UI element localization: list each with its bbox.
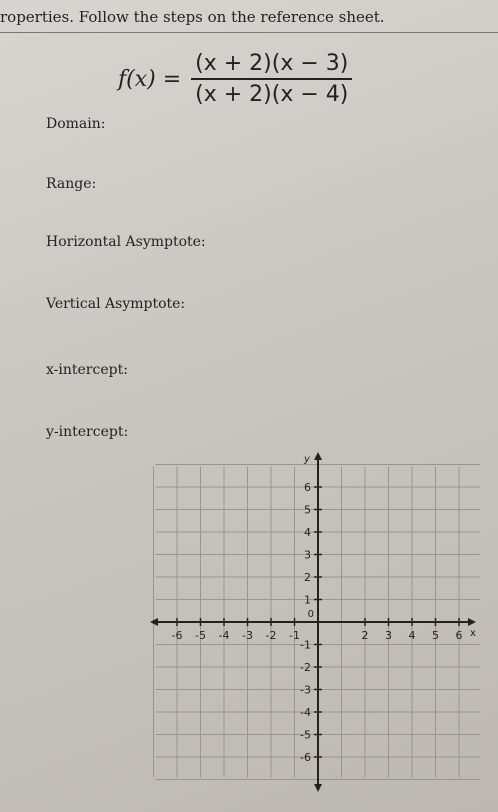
x-tick-label: 5 — [432, 629, 439, 642]
y-tick-label: -4 — [300, 706, 311, 719]
x-tick-label: 4 — [408, 629, 416, 642]
x-tick-label: 3 — [385, 629, 392, 642]
x-tick-label: -2 — [265, 629, 277, 642]
y-tick-label: -2 — [300, 661, 311, 674]
function-lhs: f(x) = — [118, 66, 182, 92]
y-axis-arrow-down — [314, 784, 322, 792]
instructions-header: roperties. Follow the steps on the reference sheet. — [0, 8, 385, 26]
y-tick-label: 3 — [304, 548, 311, 562]
y-tick-label: -6 — [300, 751, 311, 764]
y-tick-label: -1 — [300, 638, 311, 652]
y-axis-arrow-up — [314, 452, 322, 460]
x-intercept-label: x-intercept: — [46, 362, 128, 378]
range-label: Range: — [46, 176, 97, 192]
y-tick-label: 4 — [304, 526, 311, 539]
x-tick-label: 6 — [455, 629, 463, 642]
y-tick-label: -3 — [300, 683, 311, 697]
y-intercept-label: y-intercept: — [46, 424, 129, 440]
x-axis-label: x — [470, 628, 476, 639]
y-tick-label: 6 — [304, 481, 311, 494]
vertical-asymptote-label: Vertical Asymptote: — [46, 296, 186, 312]
numerator: (x + 2)(x − 3) — [191, 51, 352, 80]
fraction — [191, 51, 352, 107]
coordinate-grid — [150, 452, 480, 796]
x-tick-label: -3 — [242, 629, 253, 642]
y-tick-label: 1 — [304, 593, 311, 607]
horizontal-asymptote-label: Horizontal Asymptote: — [46, 234, 206, 250]
coordinate-grid-svg — [150, 452, 480, 792]
denominator: (x + 2)(x − 4) — [195, 82, 349, 107]
x-axis-arrow-right — [468, 618, 476, 626]
y-axis-label: y — [304, 454, 310, 465]
y-tick-label: -5 — [300, 728, 311, 742]
function-formula — [118, 44, 352, 114]
y-tick-label: 2 — [304, 571, 311, 584]
x-tick-label: -4 — [218, 629, 230, 642]
y-tick-label: 5 — [304, 503, 311, 517]
x-tick-label: -1 — [289, 629, 300, 642]
origin-label: 0 — [307, 609, 314, 620]
header-divider — [0, 32, 498, 33]
x-tick-label: 2 — [361, 629, 369, 642]
domain-label: Domain: — [46, 116, 106, 132]
x-tick-label: -6 — [171, 629, 183, 642]
x-tick-label: -5 — [195, 629, 206, 642]
